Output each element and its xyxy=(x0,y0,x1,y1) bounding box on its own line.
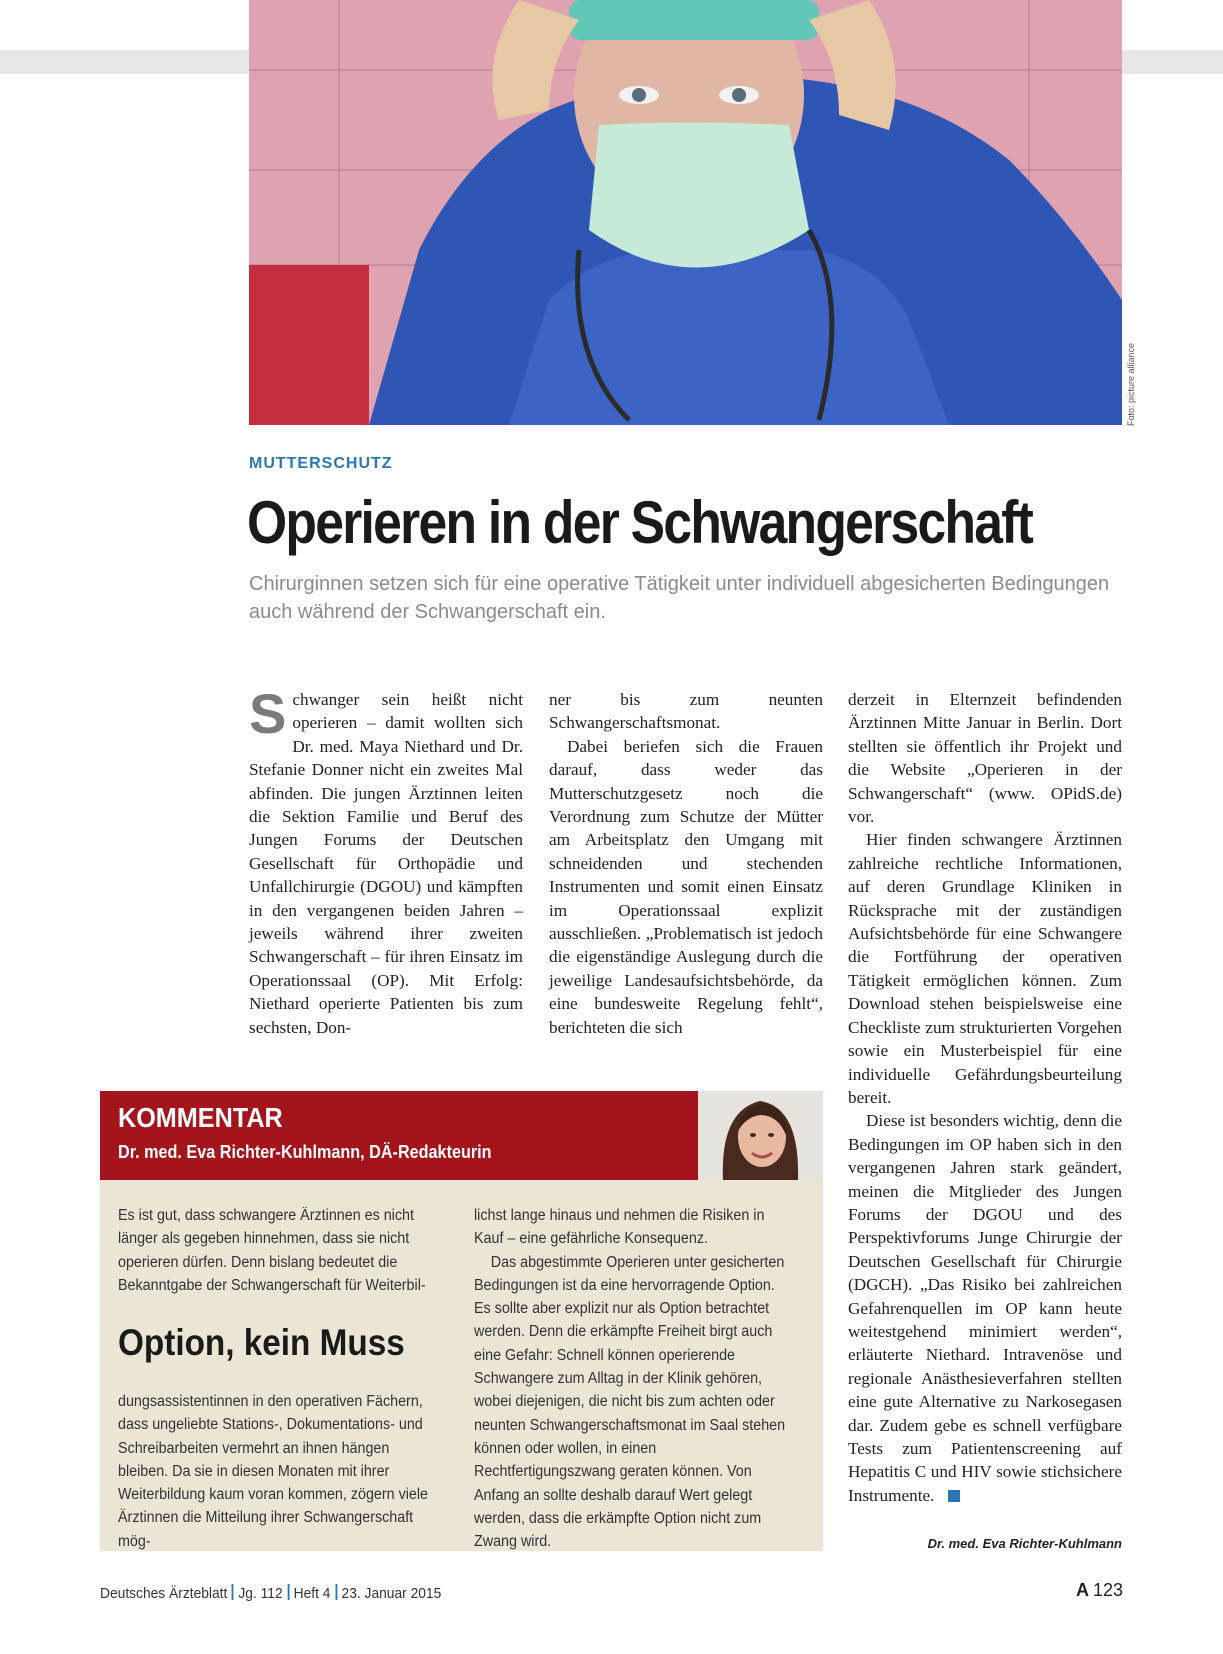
article-column-1 xyxy=(249,682,523,1039)
kommentar-label: KOMMENTAR xyxy=(118,1102,283,1133)
article-author: Dr. med. Eva Richter-Kuhlmann xyxy=(927,1536,1122,1551)
column-3-paragraph-2: Hier finden schwangere Ärztinnen zahlreiche rechtliche Informationen, auf deren Grundlage Kliniken in Rücksprache mit der zuständigen Aufsichtsbehörde für eine Schwangere die Fortführung der operativen Tätigkeit ermöglichen können. Zum Download stehen beispielsweise eine Checkliste zum strukturierten Vorgehen sowie ein Musterbeispiel für eine individuelle Gefährdungsbeurteilung bereit. xyxy=(848,830,1122,1107)
column-3-paragraph-1: derzeit in Elternzeit befindenden Ärztinnen Mitte Januar in Berlin. Dort stellten sie öffentlich ihr Projekt und die Website „Operieren in der Schwangerschaft“ (www. OPidS.de) vor. xyxy=(848,690,1122,827)
kommentar-author-photo xyxy=(698,1091,823,1180)
article-column-3 xyxy=(848,688,1122,1507)
article-subtitle: Chirurginnen setzen sich für eine operative Tätigkeit unter individuell abgesicherten Bedingungen auch während der Schwangerschaft ein. xyxy=(249,573,1110,623)
kommentar-left-bottom xyxy=(118,1390,430,1553)
kommentar-title: Option, kein Muss xyxy=(118,1322,405,1363)
footer-separator xyxy=(232,1584,234,1600)
top-gray-band-right xyxy=(1122,50,1223,74)
column-3-paragraph-3-text: Diese ist besonders wichtig, denn die Bedingungen im OP haben sich in den vergangenen Jahren stark geändert, meinen die Mitglieder des Jungen Forums der DGOU und des Perspektivforums Junge Chirurgie der Deutschen Gesellschaft für Chirurgie (DGCH). „Das Risiko bei zahlreichen Gefahrenquellen im OP kann heute weitestgehend minimiert werden“, erläuterte Niethard. Intravenöse und regionale Anästhesieverfahren stellten eine gute Alternative zu Narkosegasen dar. Zudem gebe es schnell verfügbare Tests zum Patientenscreening auf Hepatitis C und HIV sowie stichsichere Instrumente. xyxy=(848,1111,1122,1505)
kommentar-left-bottom-text: dungsassistentinnen in den operativen Fächern, dass ungeliebte Stations-, Dokumentations- und Schreibarbeiten vermehrt an ihnen hängen bleiben. Da sie in diesen Monaten mit ihrer Weiterbildung kaum voran kommen, zögern viele Ärztinnen die Mitteilung ihrer Schwangerschaft mög- xyxy=(118,1393,429,1550)
kommentar-left-top xyxy=(118,1204,430,1297)
footer-date: 23. Januar 2015 xyxy=(341,1585,442,1602)
kommentar-author: Dr. med. Eva Richter-Kuhlmann, DÄ-Redakteurin xyxy=(118,1142,492,1162)
page-footer xyxy=(100,1584,441,1602)
drop-cap: S xyxy=(249,682,287,745)
article-kicker: MUTTERSCHUTZ xyxy=(249,455,393,472)
article-title: Operieren in der Schwangerschaft xyxy=(247,489,1033,556)
footer-journal: Deutsches Ärzteblatt xyxy=(100,1585,228,1602)
article-column-2 xyxy=(549,688,823,1039)
photo-credit: Foto: picture alliance xyxy=(1126,342,1136,426)
page-prefix: A xyxy=(1075,1580,1089,1600)
kommentar-right-column xyxy=(474,1204,794,1553)
kommentar-right-paragraph-1: lichst lange hinaus und nehmen die Risiken in Kauf – eine gefährliche Konsequenz. xyxy=(474,1207,765,1248)
article-photo xyxy=(249,0,1122,425)
kommentar-left-top-text: Es ist gut, dass schwangere Ärztinnen es nicht länger als gegeben hinnehmen, dass sie nicht operieren dürfen. Denn bislang bedeutet die Bekanntgabe der Schwangerschaft für Weiterbil- xyxy=(118,1207,426,1294)
kommentar-right-paragraph-2: Das abgestimmte Operieren unter gesicherten Bedingungen ist da eine hervorragende Option. Es sollte aber explizit nur als Option betrachtet werden. Denn die erkämpfte Freiheit birgt auch eine Gefahr: Schnell können operierende Schwangere zum Alltag in der Klinik gehören, wobei diejenigen, die nicht bis zum achten oder neunten Schwangerschaftsmonat im Saal stehen können oder wollen, in einen Rechtfertigungszwang geraten können. Von Anfang an sollte deshalb darauf Wert gelegt werden, dass die erkämpfte Option nicht zum Zwang wird. xyxy=(474,1253,786,1551)
footer-issue: Heft 4 xyxy=(293,1585,331,1602)
footer-separator xyxy=(335,1584,337,1600)
footer-volume: Jg. 112 xyxy=(238,1585,283,1602)
page-number-value: 123 xyxy=(1092,1580,1123,1600)
column-2-paragraph-1: ner bis zum neunten Schwangerschaftsmonat. xyxy=(549,690,823,733)
end-mark-icon xyxy=(948,1490,960,1502)
top-gray-band-left xyxy=(0,50,249,74)
page-number xyxy=(1076,1580,1123,1601)
footer-separator xyxy=(287,1584,289,1600)
column-3-paragraph-3 xyxy=(848,1109,1122,1507)
column-1-paragraph: chwanger sein heißt nicht operieren – damit wollten sich Dr. med. Maya Niethard und Dr. Stefanie Donner nicht ein zweites Mal abfinden. Die jungen Ärztinnen leiten die Sektion Familie und Beruf des Jungen Forums der Deutschen Gesellschaft für Orthopädie und Unfallchirurgie (DGOU) und kämpften in den vergangenen beiden Jahren – jeweils während ihrer zweiten Schwangerschaft – für ihren Einsatz im Operationssaal (OP). Mit Erfolg: Niethard operierte Patienten bis zum sechsten, Don- xyxy=(249,690,523,1037)
column-2-paragraph-2: Dabei beriefen sich die Frauen darauf, dass weder das Mutterschutzgesetz noch die Verordnung zum Schutze der Mütter am Arbeitsplatz den Umgang mit schneidenden und stechenden Instrumenten und somit einen Einsatz im Operationssaal explizit ausschließen. „Problematisch ist jedoch die eigenständige Auslegung durch die jeweilige Landesaufsichtsbehörde, da eine bundesweite Regelung fehlt“, berichteten die sich xyxy=(549,736,823,1037)
